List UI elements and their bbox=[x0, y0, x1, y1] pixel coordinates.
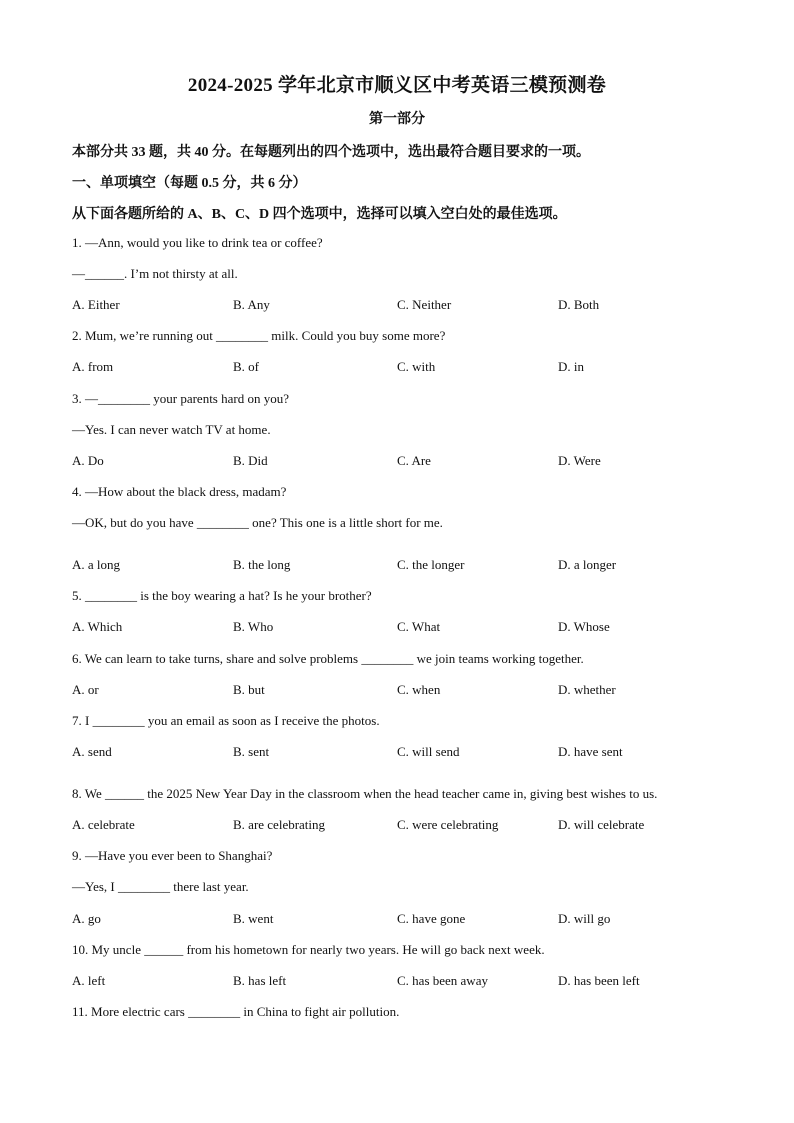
question-5-stem: 5. ________ is the boy wearing a hat? Is he your brother? bbox=[72, 588, 372, 603]
question-3-option-d: D. Were bbox=[558, 453, 601, 468]
part-heading: 第一部分 bbox=[369, 112, 425, 127]
question-9-option-d: D. will go bbox=[558, 911, 611, 926]
question-5-option-a: A. Which bbox=[72, 619, 123, 634]
section-heading: 一、单项填空（每题 0.5 分，共 6 分） bbox=[72, 176, 307, 191]
question-10-option-c: C. has been away bbox=[397, 973, 488, 988]
question-6-option-b: B. but bbox=[233, 682, 265, 697]
question-9-reply: —Yes, I ________ there last year. bbox=[72, 879, 249, 894]
question-2-option-a: A. from bbox=[72, 359, 114, 374]
question-1-option-d: D. Both bbox=[558, 297, 600, 312]
question-1-option-a: A. Either bbox=[72, 297, 120, 312]
question-7-stem: 7. I ________ you an email as soon as I receive the photos. bbox=[72, 713, 380, 728]
question-6-option-a: A. or bbox=[72, 682, 99, 697]
question-8-option-b: B. are celebrating bbox=[233, 817, 326, 832]
question-4-option-d: D. a longer bbox=[558, 557, 617, 572]
question-10-stem: 10. My uncle ______ from his hometown for nearly two years. He will go back next week. bbox=[72, 942, 545, 957]
question-1-option-b: B. Any bbox=[233, 297, 270, 312]
question-11-stem: 11. More electric cars ________ in China to fight air pollution. bbox=[72, 1004, 400, 1019]
question-6-stem: 6. We can learn to take turns, share and solve problems ________ we join teams working together. bbox=[72, 651, 584, 666]
question-6-option-c: C. when bbox=[397, 682, 441, 697]
part-intro: 本部分共 33 题，共 40 分。在每题列出的四个选项中，选出最符合题目要求的一项。 bbox=[72, 145, 590, 160]
question-8-option-d: D. will celebrate bbox=[558, 817, 645, 832]
question-1-stem: 1. —Ann, would you like to drink tea or coffee? bbox=[72, 235, 323, 250]
page-title: 2024-2025 学年北京市顺义区中考英语三模预测卷 bbox=[187, 75, 607, 96]
question-6-option-d: D. whether bbox=[558, 682, 616, 697]
question-9-option-c: C. have gone bbox=[397, 911, 466, 926]
question-1-reply: —______. I’m not thirsty at all. bbox=[72, 266, 238, 281]
question-8-option-c: C. were celebrating bbox=[397, 817, 499, 832]
question-5-option-c: C. What bbox=[397, 619, 441, 634]
question-4-stem: 4. —How about the black dress, madam? bbox=[72, 484, 287, 499]
question-3-option-b: B. Did bbox=[233, 453, 268, 468]
question-5-option-d: D. Whose bbox=[558, 619, 610, 634]
question-8-stem: 8. We ______ the 2025 New Year Day in the classroom when the head teacher came in, giving best wishes to us. bbox=[72, 786, 658, 801]
question-9-option-b: B. went bbox=[233, 911, 274, 926]
question-2-option-d: D. in bbox=[558, 359, 584, 374]
question-4-option-a: A. a long bbox=[72, 557, 121, 572]
question-2-option-c: C. with bbox=[397, 359, 436, 374]
question-4-option-c: C. the longer bbox=[397, 557, 465, 572]
question-9-option-a: A. go bbox=[72, 911, 101, 926]
question-10-option-a: A. left bbox=[72, 973, 106, 988]
question-4-reply: —OK, but do you have ________ one? This one is a little short for me. bbox=[72, 515, 443, 530]
question-7-option-c: C. will send bbox=[397, 744, 460, 759]
question-5-option-b: B. Who bbox=[233, 619, 274, 634]
section-directions: 从下面各题所给的 A、B、C、D 四个选项中，选择可以填入空白处的最佳选项。 bbox=[72, 207, 567, 222]
question-10-option-b: B. has left bbox=[233, 973, 287, 988]
question-3-option-a: A. Do bbox=[72, 453, 104, 468]
question-3-reply: —Yes. I can never watch TV at home. bbox=[72, 422, 271, 437]
question-3-option-c: C. Are bbox=[397, 453, 431, 468]
question-7-option-d: D. have sent bbox=[558, 744, 623, 759]
question-8-option-a: A. celebrate bbox=[72, 817, 135, 832]
question-3-stem: 3. —________ your parents hard on you? bbox=[72, 391, 289, 406]
question-7-option-a: A. send bbox=[72, 744, 112, 759]
question-1-option-c: C. Neither bbox=[397, 297, 452, 312]
question-4-option-b: B. the long bbox=[233, 557, 291, 572]
question-9-stem: 9. —Have you ever been to Shanghai? bbox=[72, 848, 273, 863]
question-2-stem: 2. Mum, we’re running out ________ milk. Could you buy some more? bbox=[72, 328, 446, 343]
question-7-option-b: B. sent bbox=[233, 744, 270, 759]
question-2-option-b: B. of bbox=[233, 359, 259, 374]
question-10-option-d: D. has been left bbox=[558, 973, 640, 988]
